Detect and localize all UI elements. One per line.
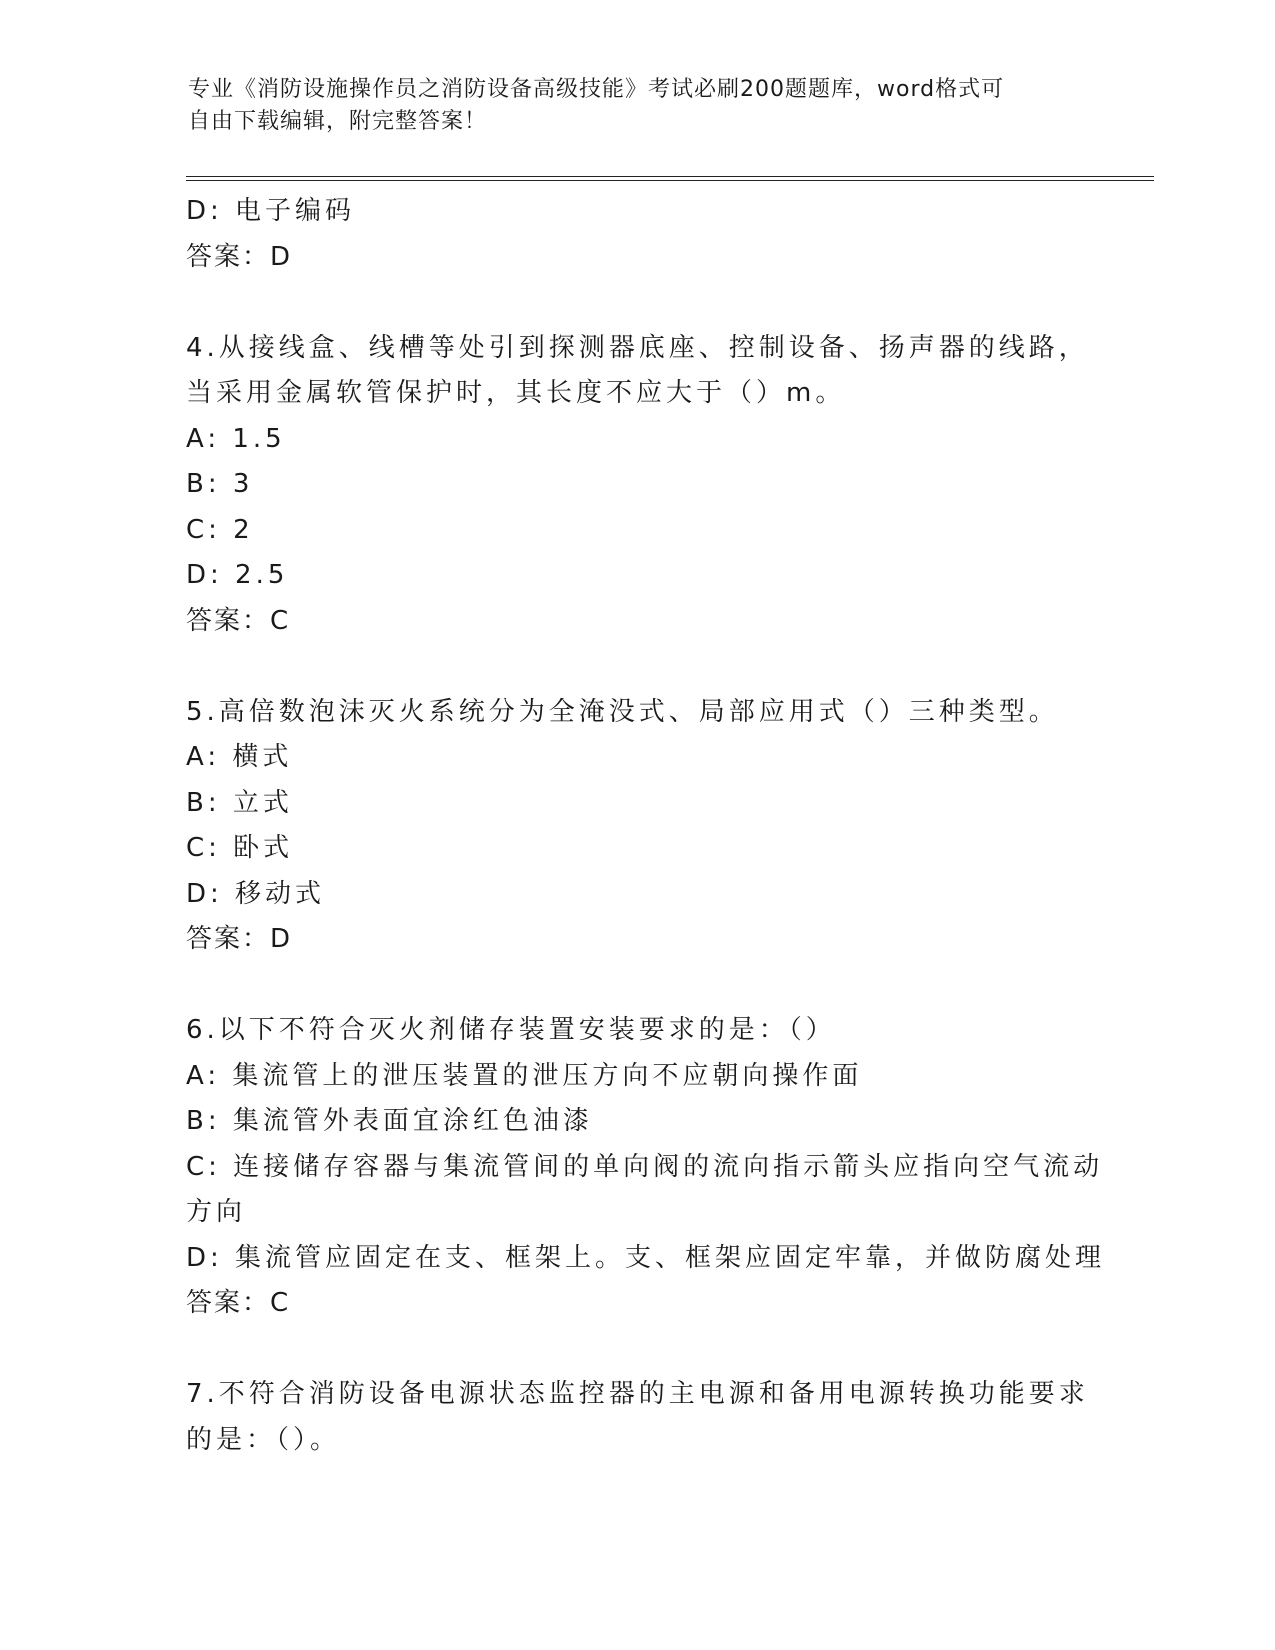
question-list bbox=[186, 189, 1106, 1463]
question-stem: 7.不符合消防设备电源状态监控器的主电源和备用电源转换功能要求 bbox=[186, 1379, 1089, 1409]
option-d: D: 集流管应固定在支、框架上。支、框架应固定牢靠，并做防腐处理 bbox=[186, 1242, 1106, 1273]
spacer bbox=[186, 1327, 1086, 1373]
option-b: B: 3 bbox=[186, 469, 254, 499]
question-6 bbox=[186, 1008, 1106, 1327]
prev-option-d: D: 电子编码 bbox=[186, 196, 356, 226]
option-c-continued: 方向 bbox=[186, 1197, 247, 1227]
question-4 bbox=[186, 326, 1089, 645]
header-line-2: 自由下载编辑，附完整答案！ bbox=[188, 109, 488, 134]
answer: 答案：D bbox=[186, 924, 293, 954]
option-a: A: 1.5 bbox=[186, 423, 286, 454]
option-b: B: 立式 bbox=[186, 787, 293, 818]
option-c: C: 连接储存容器与集流管间的单向阀的流向指示箭头应指向空气流动 bbox=[186, 1151, 1104, 1182]
option-c: C: 2 bbox=[186, 514, 254, 545]
question-stem: 的是：（）。 bbox=[186, 1424, 341, 1455]
spacer bbox=[186, 644, 1086, 690]
answer: 答案：C bbox=[186, 605, 291, 636]
option-b: B: 集流管外表面宜涂红色油漆 bbox=[186, 1106, 593, 1136]
header-line-1: 专业《消防设施操作员之消防设备高级技能》考试必刷200题题库，word格式可 bbox=[188, 77, 1005, 102]
spacer bbox=[186, 963, 1086, 1009]
question-7 bbox=[186, 1372, 1089, 1463]
option-a: A: 横式 bbox=[186, 742, 293, 772]
option-d: D: 移动式 bbox=[186, 878, 326, 909]
page-header bbox=[188, 74, 1088, 138]
option-c: C: 卧式 bbox=[186, 833, 294, 863]
header-divider bbox=[186, 176, 1154, 181]
question-stem: 当采用金属软管保护时，其长度不应大于（）m。 bbox=[186, 378, 846, 408]
option-a: A: 集流管上的泄压装置的泄压方向不应朝向操作面 bbox=[186, 1060, 863, 1091]
answer: 答案：C bbox=[186, 1288, 291, 1318]
question-stem: 4.从接线盒、线槽等处引到探测器底座、控制设备、扬声器的线路， bbox=[186, 332, 1089, 363]
prev-answer: 答案：D bbox=[186, 241, 293, 272]
question-stem: 6.以下不符合灭火剂储存装置安装要求的是：（） bbox=[186, 1015, 836, 1045]
option-d: D: 2.5 bbox=[186, 560, 289, 590]
spacer bbox=[186, 280, 1086, 326]
question-5 bbox=[186, 690, 1086, 963]
question-stem: 5.高倍数泡沫灭火系统分为全淹没式、局部应用式（）三种类型。 bbox=[186, 696, 1059, 727]
